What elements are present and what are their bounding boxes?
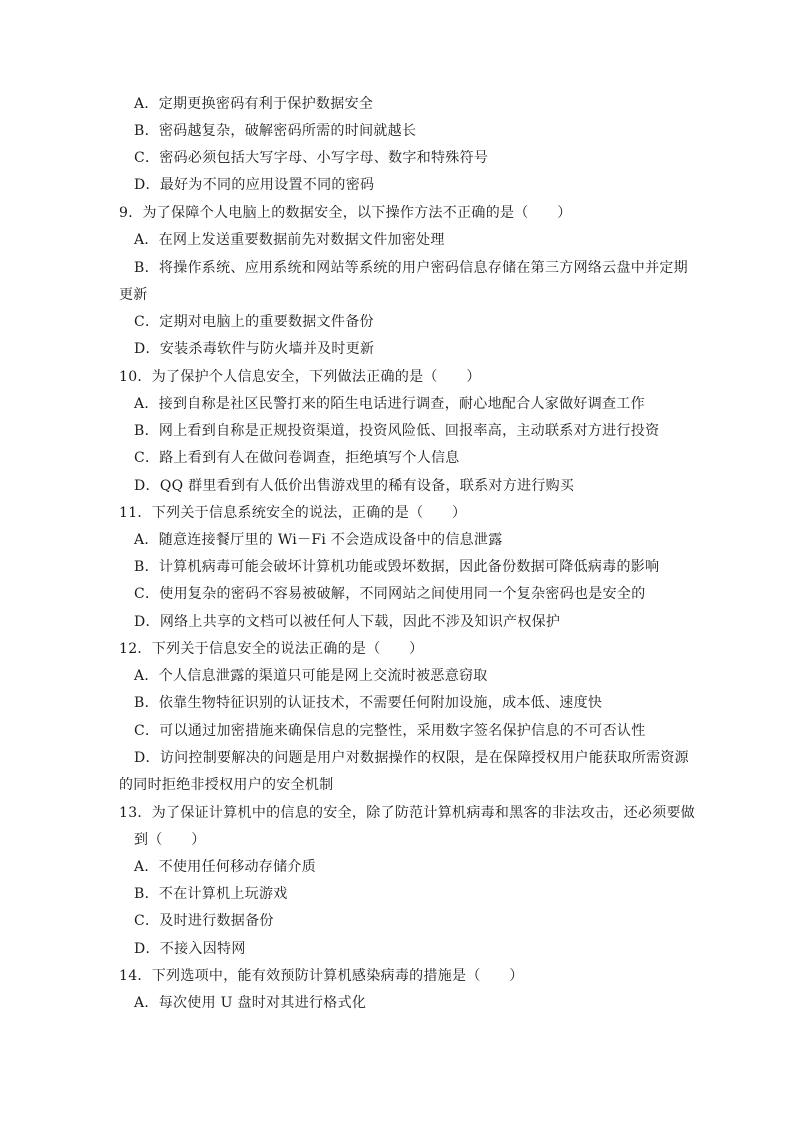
- q8-option-d: D．最好为不同的应用设置不同的密码: [134, 177, 375, 193]
- q9-stem: 9．为了保障个人电脑上的数据安全，以下操作方法不正确的是（ ）: [119, 205, 572, 221]
- q12-option-d-continued: 的同时拒绝非授权用户的安全机制: [119, 777, 334, 793]
- q10-stem: 10．为了保护个人信息安全，下列做法正确的是（ ）: [119, 369, 481, 385]
- q9-option-b-continued: 更新: [119, 287, 148, 303]
- q11-option-c: C．使用复杂的密码不容易被破解，不同网站之间使用同一个复杂密码也是安全的: [134, 586, 646, 602]
- q13-option-c: C．及时进行数据备份: [134, 913, 274, 929]
- q14-option-a: A．每次使用 U 盘时对其进行格式化: [134, 995, 367, 1011]
- q12-stem: 12．下列关于信息安全的说法正确的是（ ）: [119, 641, 424, 657]
- q11-option-b: B．计算机病毒可能会破坏计算机功能或毁坏数据，因此备份数据可降低病毒的影响: [134, 559, 660, 575]
- q10-option-b: B．网上看到自称是正规投资渠道，投资风险低、回报率高，主动联系对方进行投资: [134, 423, 660, 439]
- q9-option-a: A．在网上发送重要数据前先对数据文件加密处理: [134, 232, 445, 248]
- q9-option-c: C．定期对电脑上的重要数据文件备份: [134, 314, 374, 330]
- q11-option-d: D．网络上共享的文档可以被任何人下载，因此不涉及知识产权保护: [134, 614, 561, 630]
- q8-option-b: B．密码越复杂，破解密码所需的时间就越长: [134, 123, 417, 139]
- q12-option-b: B．依靠生物特征识别的认证技术，不需要任何附加设施，成本低、速度快: [134, 695, 603, 711]
- q14-stem: 14．下列选项中，能有效预防计算机感染病毒的措施是（ ）: [119, 968, 524, 984]
- q12-option-d: D．访问控制要解决的问题是用户对数据操作的权限，是在保障授权用户能获取所需资源: [134, 750, 689, 766]
- q13-stem-continued: 到（ ）: [134, 832, 206, 848]
- q9-option-d: D．安装杀毒软件与防火墙并及时更新: [134, 341, 375, 357]
- q8-option-a: A．定期更换密码有利于保护数据安全: [134, 96, 374, 112]
- q10-option-c: C．路上看到有人在做问卷调查，拒绝填写个人信息: [134, 450, 460, 466]
- q9-option-b: B．将操作系统、应用系统和网站等系统的用户密码信息存储在第三方网络云盘中并定期: [134, 260, 688, 276]
- q10-option-a: A．接到自称是社区民警打来的陌生电话进行调查，耐心地配合人家做好调查工作: [134, 396, 645, 412]
- q13-option-a: A．不使用任何移动存储介质: [134, 859, 317, 875]
- q11-option-a: A．随意连接餐厅里的 Wi－Fi 不会造成设备中的信息泄露: [134, 532, 503, 548]
- q12-option-c: C．可以通过加密措施来确保信息的完整性，采用数字签名保护信息的不可否认性: [134, 723, 646, 739]
- q10-option-d: D．QQ 群里看到有人低价出售游戏里的稀有设备，联系对方进行购买: [134, 478, 575, 494]
- q13-option-d: D．不接入因特网: [134, 941, 246, 957]
- q13-stem: 13．为了保证计算机中的信息的安全，除了防范计算机病毒和黑客的非法攻击，还必须要做: [119, 805, 696, 821]
- q11-stem: 11．下列关于信息系统安全的说法，正确的是（ ）: [119, 505, 467, 521]
- q8-option-c: C．密码必须包括大写字母、小写字母、数字和特殊符号: [134, 150, 489, 166]
- q12-option-a: A．个人信息泄露的渠道只可能是网上交流时被恶意窃取: [134, 668, 488, 684]
- q13-option-b: B．不在计算机上玩游戏: [134, 886, 288, 902]
